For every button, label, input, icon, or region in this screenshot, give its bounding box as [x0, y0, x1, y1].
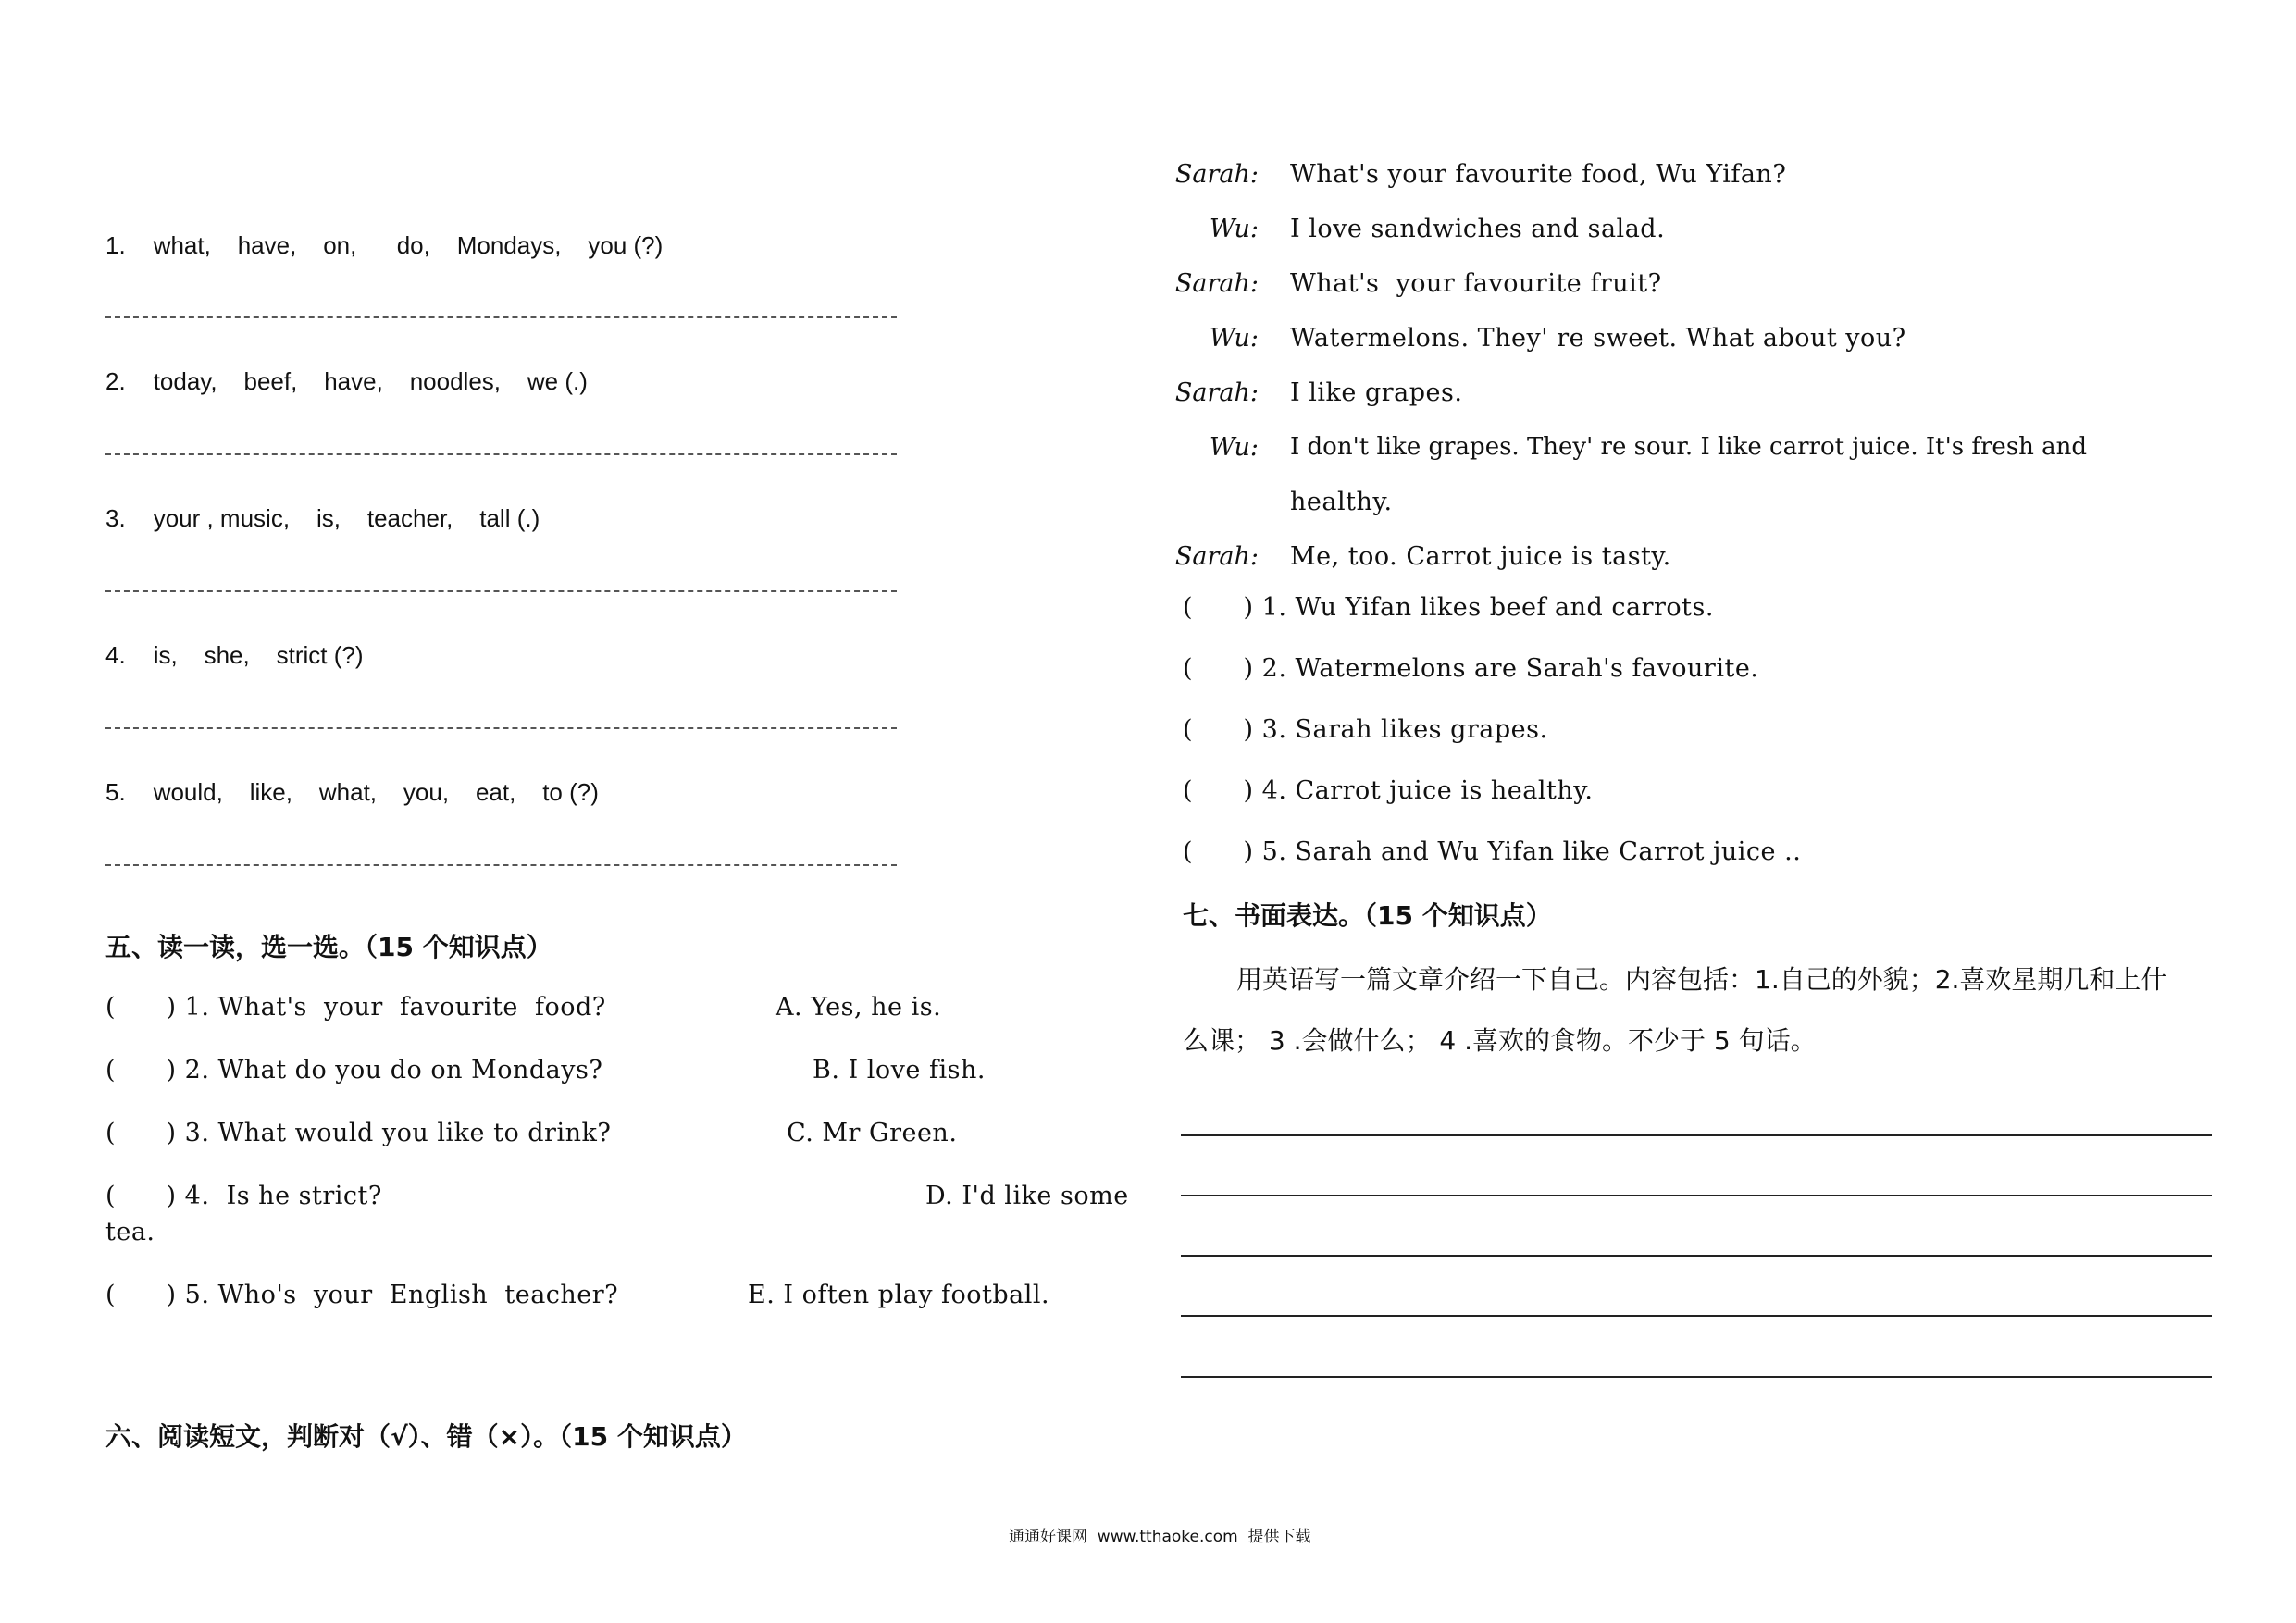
- item-number: 2.: [105, 367, 126, 395]
- answer-line[interactable]: [105, 453, 897, 455]
- option-a: A. Yes, he is.: [776, 993, 942, 1022]
- dialogue-line: Me, too. Carrot juice is tasty.: [1290, 542, 1671, 571]
- item-words: your , music, is, teacher, tall (.): [153, 504, 540, 532]
- statement-1: ( ) 1. Wu Yifan likes beef and carrots.: [1183, 593, 1714, 622]
- writing-line[interactable]: [1181, 1134, 2212, 1136]
- speaker-sarah: Sarah:: [1174, 269, 1259, 298]
- section6-heading: 六、阅读短文，判断对（√）、错（×）。（15 个知识点）: [105, 1421, 747, 1452]
- question-1: ( ) 1. What's your favourite food?: [105, 993, 606, 1022]
- statement-3: ( ) 3. Sarah likes grapes.: [1183, 715, 1548, 744]
- writing-prompt-line1: 用英语写一篇文章介绍一下自己。内容包括：1.自己的外貌；2.喜欢星期几和上什: [1236, 964, 2167, 995]
- answer-line[interactable]: [105, 316, 897, 318]
- item-3: [105, 504, 540, 533]
- question-3: ( ) 3. What would you like to drink?: [105, 1119, 612, 1147]
- dialogue-line: healthy.: [1290, 488, 1393, 516]
- answer-line[interactable]: [105, 864, 897, 866]
- section5-heading: 五、读一读，选一选。（15 个知识点）: [105, 932, 552, 962]
- writing-line[interactable]: [1181, 1315, 2212, 1317]
- item-words: would, like, what, you, eat, to (?): [153, 778, 599, 806]
- dialogue-line: What's your favourite fruit?: [1290, 269, 1662, 298]
- speaker-sarah: Sarah:: [1174, 378, 1259, 407]
- writing-line[interactable]: [1181, 1376, 2212, 1378]
- section7-heading: 七、书面表达。（15 个知识点）: [1183, 900, 1552, 931]
- question-5: ( ) 5. Who's your English teacher?: [105, 1281, 619, 1309]
- item-words: what, have, on, do, Mondays, you (?): [153, 231, 664, 259]
- statement-4: ( ) 4. Carrot juice is healthy.: [1183, 776, 1594, 805]
- answer-line[interactable]: [105, 727, 897, 729]
- writing-line[interactable]: [1181, 1255, 2212, 1257]
- item-2: [105, 367, 588, 396]
- dialogue-line: What's your favourite food, Wu Yifan?: [1290, 160, 1787, 189]
- item-number: 3.: [105, 504, 126, 532]
- item-number: 5.: [105, 778, 126, 806]
- speaker-wu: Wu:: [1209, 215, 1259, 243]
- speaker-wu: Wu:: [1209, 433, 1259, 462]
- writing-line[interactable]: [1181, 1195, 2212, 1196]
- option-d: D. I'd like some: [925, 1182, 1129, 1210]
- item-words: today, beef, have, noodles, we (.): [153, 367, 588, 395]
- option-b: B. I love fish.: [813, 1056, 986, 1084]
- item-number: 4.: [105, 641, 126, 669]
- option-e: E. I often play football.: [748, 1281, 1050, 1309]
- speaker-sarah: Sarah:: [1174, 160, 1259, 189]
- answer-line[interactable]: [105, 590, 897, 592]
- item-number: 1.: [105, 231, 126, 259]
- option-c: C. Mr Green.: [787, 1119, 958, 1147]
- dialogue-line: I don't like grapes. They' re sour. I like carrot juice. It's fresh and: [1290, 433, 2088, 461]
- dialogue-line: Watermelons. They' re sweet. What about you?: [1290, 324, 1906, 353]
- dialogue-line: I like grapes.: [1290, 378, 1463, 407]
- option-d-wrap: tea.: [105, 1218, 155, 1246]
- item-1: [105, 231, 663, 260]
- item-5: [105, 778, 599, 807]
- writing-prompt-line2: 么课； 3 .会做什么； 4 .喜欢的食物。不少于 5 句话。: [1183, 1025, 1817, 1056]
- speaker-sarah: Sarah:: [1174, 542, 1259, 571]
- statement-5: ( ) 5. Sarah and Wu Yifan like Carrot juice ..: [1183, 837, 1802, 866]
- question-2: ( ) 2. What do you do on Mondays?: [105, 1056, 603, 1084]
- speaker-wu: Wu:: [1209, 324, 1259, 353]
- question-4: ( ) 4. Is he strict?: [105, 1182, 382, 1210]
- dialogue-line: I love sandwiches and salad.: [1290, 215, 1666, 243]
- footer-source: 通通好课网 www.tthaoke.com 提供下载: [1009, 1528, 1311, 1546]
- item-4: [105, 641, 364, 670]
- statement-2: ( ) 2. Watermelons are Sarah's favourite.: [1183, 654, 1759, 683]
- item-words: is, she, strict (?): [153, 641, 364, 669]
